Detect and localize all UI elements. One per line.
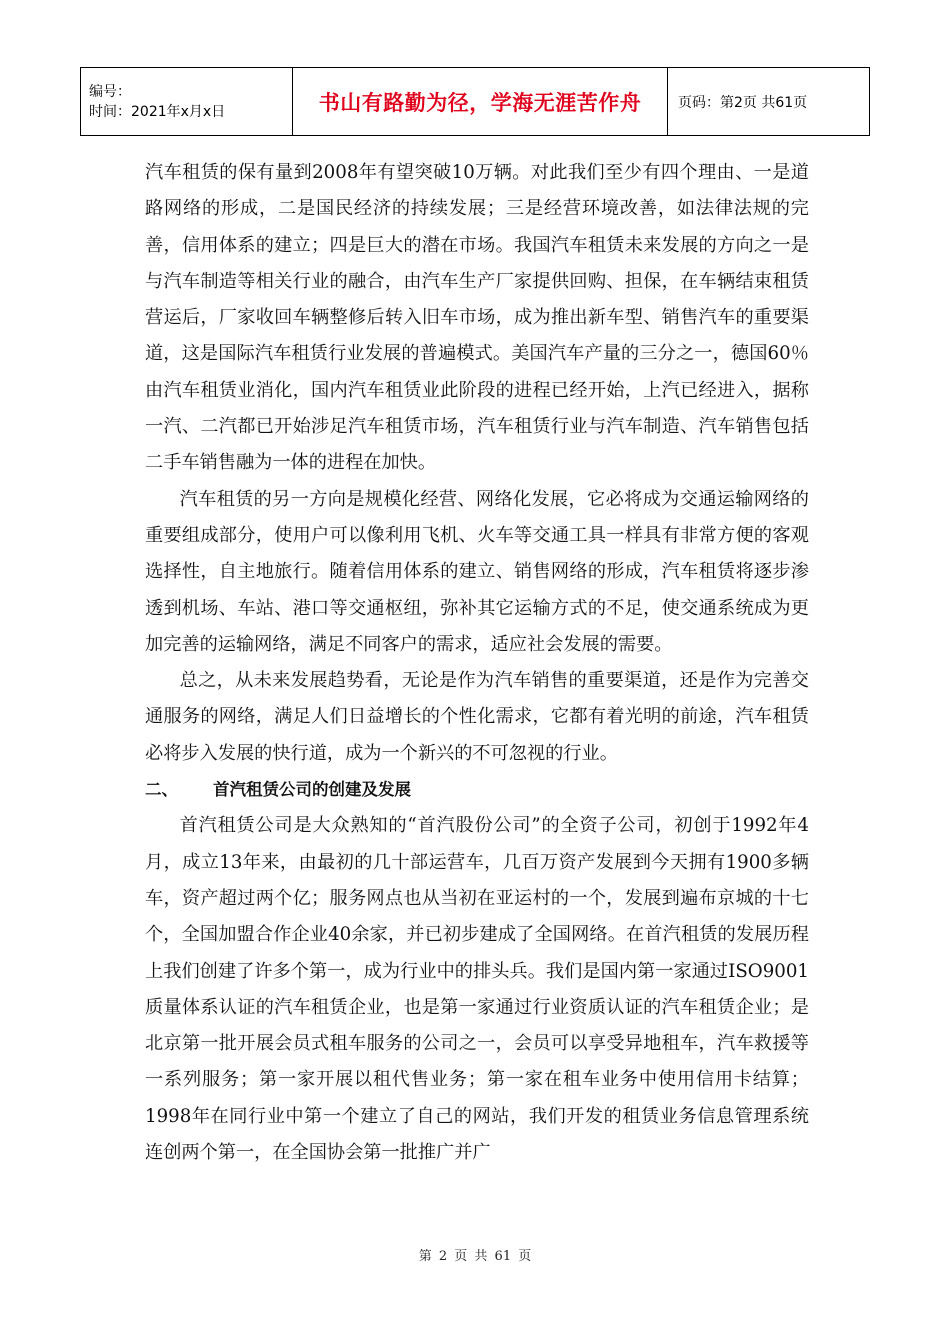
- paragraph-1: 汽车租赁的保有量到2008年有望突破10万辆。对此我们至少有四个理由、一是道路网络的形成，二是国民经济的持续发展；三是经营环境改善，如法律法规的完善，信用体系的建立；四是巨大的潜在市场。我国汽车租赁未来发展的方向之一是与汽车制造等相关行业的融合，由汽车生产厂家提供回购、担保，在车辆结束租赁营运后，厂家收回车辆整修后转入旧车市场，成为推出新车型、销售汽车的重要渠道，这是国际汽车租赁行业发展的普遍模式。美国汽车产量的三分之一，德国60％由汽车租赁业消化，国内汽车租赁业此阶段的进程已经开始，上汽已经进入，据称一汽、二汽都已开始涉足汽车租赁市场，汽车租赁行业与汽车制造、汽车销售包括二手车销售融为一体的进程在加快。: [145, 162, 809, 474]
- header-page-number: 页码：第2页 共61页: [668, 68, 870, 136]
- page-footer: 第 2 页 共 61 页: [418, 1249, 532, 1264]
- page-header: [80, 67, 870, 136]
- section-heading: [145, 772, 809, 808]
- document-date-label: 时间：2021年x月x日: [89, 103, 226, 120]
- section-paragraph: 首汽租赁公司是大众熟知的“首汽股份公司”的全资子公司，初创于1992年4月，成立13年来，由最初的几十部运营车，几百万资产发展到今天拥有1900多辆车，资产超过两个亿；服务网点也从当初在亚运村的一个，发展到遍布京城的十七个，全国加盟合作企业40余家，并已初步建成了全国网络。在首汽租赁的发展历程上我们创建了许多个第一，成为行业中的排头兵。我们是国内第一家通过ISO9001质量体系认证的汽车租赁企业，也是第一家通过行业资质认证的汽车租赁企业；是北京第一批开展会员式租车服务的公司之一，会员可以享受异地租车，汽车救援等一系列服务；第一家开展以租代售业务；第一家在租车业务中使用信用卡结算；1998年在同行业中第一个建立了自己的网站，我们开发的租赁业务信息管理系统连创两个第一，在全国协会第一批推广并广: [145, 815, 809, 1164]
- document-number-label: 编号：: [89, 83, 131, 100]
- paragraph-2: 汽车租赁的另一方向是规模化经营、网络化发展，它必将成为交通运输网络的重要组成部分，使用户可以像利用飞机、火车等交通工具一样具有非常方便的客观选择性，自主地旅行。随着信用体系的建立、销售网络的形成，汽车租赁将逐步渗透到机场、车站、港口等交通枢纽，弥补其它运输方式的不足，使交通系统成为更加完善的运输网络，满足不同客户的需求，适应社会发展的需要。: [145, 488, 809, 655]
- header-motto: 书山有路勤为径，学海无涯苦作舟: [293, 68, 668, 136]
- paragraph-3: 总之，从未来发展趋势看，无论是作为汽车销售的重要渠道，还是作为完善交通服务的网络，满足人们日益增长的个性化需求，它都有着光明的前途，汽车租赁必将步入发展的快行道，成为一个新兴的不可忽视的行业。: [145, 670, 809, 764]
- section-title: 首汽租赁公司的创建及发展: [213, 780, 411, 800]
- header-meta-cell: [81, 68, 293, 136]
- section-number: 二、: [145, 780, 178, 800]
- document-body: [145, 155, 809, 1171]
